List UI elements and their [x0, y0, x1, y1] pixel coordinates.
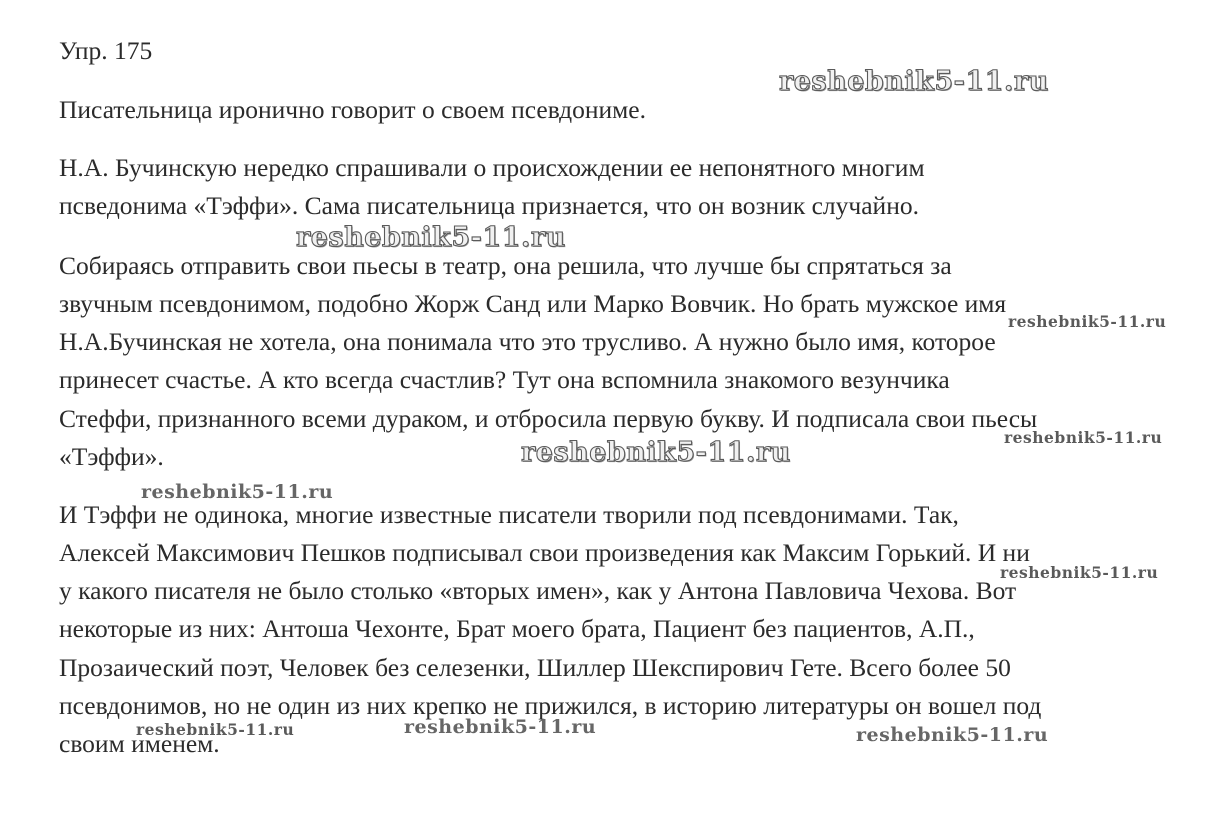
watermark: reshebnik5-11.ru: [521, 437, 791, 468]
text-line-16: своим именем.: [59, 729, 220, 758]
text-line-7: принесет счастье. А кто всегда счастлив? Тут она вспомнила знакомого везунчика: [59, 365, 950, 394]
watermark: reshebnik5-11.ru: [404, 716, 597, 738]
text-line-15: псевдонимов, но не один из них крепко не прижился, в историю литературы он вошел под: [59, 691, 1042, 720]
watermark: reshebnik5-11.ru: [141, 481, 334, 503]
text-line-3: псведонима «Тэффи». Сама писательница признается, что он возник случайно.: [59, 191, 919, 220]
text-line-12: у какого писателя не было столько «вторых имен», как у Антона Павловича Чехова. Вот: [59, 576, 1017, 605]
text-line-8: Стеффи, признанного всеми дураком, и отбросила первую букву. И подписала свои пьесы: [59, 404, 1038, 433]
text-line-1: Писательница иронично говорит о своем псевдониме.: [59, 95, 646, 124]
text-line-6: Н.А.Бучинская не хотела, она понимала что это трусливо. А нужно было имя, которое: [59, 327, 996, 356]
watermark: reshebnik5-11.ru: [1008, 312, 1167, 331]
text-line-9: «Тэффи».: [59, 442, 164, 471]
text-line-5: звучным псевдонимом, подобно Жорж Санд или Марко Вовчик. Но брать мужское имя: [59, 289, 1007, 318]
watermark: reshebnik5-11.ru: [856, 724, 1049, 746]
exercise-label: Упр. 175: [59, 36, 153, 65]
text-line-13: некоторые из них: Антоша Чехонте, Брат моего брата, Пациент без пациентов, А.П.,: [59, 614, 975, 643]
text-line-2: Н.А. Бучинскую нередко спрашивали о происхождении ее непонятного многим: [59, 153, 925, 182]
text-line-14: Прозаический поэт, Человек без селезенки, Шиллер Шекспирович Гете. Всего более 50: [59, 653, 1011, 682]
text-line-4: Собираясь отправить свои пьесы в театр, она решила, что лучше бы спрятаться за: [59, 251, 952, 280]
watermark: reshebnik5-11.ru: [136, 720, 295, 739]
watermark: reshebnik5-11.ru: [296, 222, 566, 253]
watermark: reshebnik5-11.ru: [1004, 428, 1163, 447]
watermark: reshebnik5-11.ru: [1000, 563, 1159, 582]
text-line-11: Алексей Максимович Пешков подписывал свои произведения как Максим Горький. И ни: [59, 538, 1030, 567]
watermark: reshebnik5-11.ru: [779, 66, 1049, 97]
text-line-10: И Тэффи не одинока, многие известные писатели творили под псевдонимами. Так,: [59, 500, 959, 529]
